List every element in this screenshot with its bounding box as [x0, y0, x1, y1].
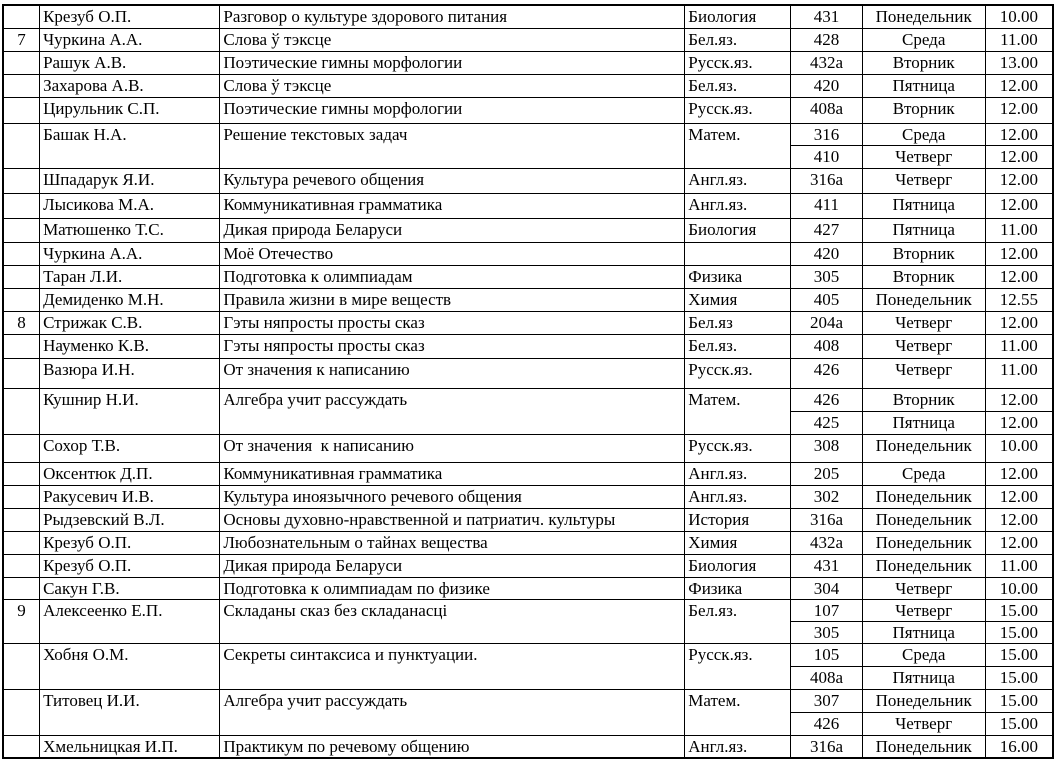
time-cell: 10.00 [985, 434, 1053, 462]
grade-cell: 7 [3, 28, 40, 51]
table-row [3, 288, 1053, 311]
teacher-cell: Лысикова М.А. [40, 193, 220, 218]
teacher-cell: Крезуб О.П. [40, 531, 220, 554]
course-title-cell: Подготовка к олимпиадам [220, 265, 685, 288]
grade-cell [3, 218, 40, 242]
subject-cell: Бел.яз. [685, 334, 791, 358]
time-cell: 12.00 [985, 388, 1053, 411]
subject-cell: Химия [685, 531, 791, 554]
time-cell: 11.00 [985, 358, 1053, 388]
room-cell: 411 [791, 193, 862, 218]
teacher-cell: Ракусевич И.В. [40, 485, 220, 508]
time-cell: 10.00 [985, 577, 1053, 599]
room-cell: 408 [791, 334, 862, 358]
room-cell: 308 [791, 434, 862, 462]
day-cell: Понедельник [862, 485, 985, 508]
day-cell: Пятница [862, 411, 985, 434]
time-cell: 10.00 [985, 5, 1053, 28]
room-cell: 305 [791, 621, 862, 643]
course-title-cell: Дикая природа Беларуси [220, 554, 685, 577]
grade-cell [3, 531, 40, 554]
course-title-cell: Подготовка к олимпиадам по физике [220, 577, 685, 599]
subject-cell: Англ.яз. [685, 485, 791, 508]
table-row [3, 388, 1053, 411]
subject-cell: Русск.яз. [685, 97, 791, 123]
time-cell: 15.00 [985, 689, 1053, 712]
time-cell: 15.00 [985, 666, 1053, 689]
day-cell: Четверг [862, 577, 985, 599]
day-cell: Четверг [862, 334, 985, 358]
grade-cell [3, 5, 40, 28]
teacher-cell: Захарова А.В. [40, 74, 220, 97]
room-cell: 420 [791, 74, 862, 97]
course-title-cell: Складаны сказ без складанасці [220, 599, 685, 643]
subject-cell: Физика [685, 265, 791, 288]
teacher-cell: Стрижак С.В. [40, 311, 220, 334]
room-cell: 408а [791, 666, 862, 689]
time-cell: 15.00 [985, 643, 1053, 666]
time-cell: 15.00 [985, 712, 1053, 735]
day-cell: Четверг [862, 358, 985, 388]
course-title-cell: Практикум по речевому общению [220, 735, 685, 758]
day-cell: Понедельник [862, 735, 985, 758]
table-row [3, 577, 1053, 599]
table-row [3, 434, 1053, 462]
table-row [3, 242, 1053, 265]
room-cell: 204а [791, 311, 862, 334]
room-cell: 432а [791, 51, 862, 74]
time-cell: 12.00 [985, 74, 1053, 97]
room-cell: 316а [791, 508, 862, 531]
course-title-cell: Решение текстовых задач [220, 123, 685, 168]
grade-cell [3, 123, 40, 168]
room-cell: 420 [791, 242, 862, 265]
room-cell: 408а [791, 97, 862, 123]
time-cell: 12.00 [985, 145, 1053, 168]
table-row [3, 123, 1053, 145]
time-cell: 12.00 [985, 168, 1053, 193]
time-cell: 12.00 [985, 265, 1053, 288]
time-cell: 12.00 [985, 123, 1053, 145]
day-cell: Пятница [862, 621, 985, 643]
grade-cell: 8 [3, 311, 40, 334]
day-cell: Четверг [862, 145, 985, 168]
subject-cell: Англ.яз. [685, 462, 791, 485]
subject-cell: Англ.яз. [685, 168, 791, 193]
teacher-cell: Титовец И.И. [40, 689, 220, 735]
teacher-cell: Вазюра И.Н. [40, 358, 220, 388]
room-cell: 305 [791, 265, 862, 288]
time-cell: 12.00 [985, 462, 1053, 485]
teacher-cell: Науменко К.В. [40, 334, 220, 358]
time-cell: 15.00 [985, 599, 1053, 621]
table-row [3, 735, 1053, 758]
table-row [3, 531, 1053, 554]
day-cell: Четверг [862, 168, 985, 193]
course-title-cell: Слова ў тэксце [220, 28, 685, 51]
room-cell: 427 [791, 218, 862, 242]
subject-cell: Матем. [685, 123, 791, 168]
teacher-cell: Сохор Т.В. [40, 434, 220, 462]
day-cell: Понедельник [862, 288, 985, 311]
course-title-cell: Поэтические гимны морфологии [220, 97, 685, 123]
course-title-cell: Поэтические гимны морфологии [220, 51, 685, 74]
day-cell: Пятница [862, 218, 985, 242]
time-cell: 12.00 [985, 311, 1053, 334]
grade-cell [3, 462, 40, 485]
teacher-cell: Оксентюк Д.П. [40, 462, 220, 485]
room-cell: 431 [791, 554, 862, 577]
day-cell: Среда [862, 462, 985, 485]
subject-cell: Русск.яз. [685, 643, 791, 689]
teacher-cell: Рашук А.В. [40, 51, 220, 74]
room-cell: 431 [791, 5, 862, 28]
table-row [3, 97, 1053, 123]
subject-cell: Химия [685, 288, 791, 311]
room-cell: 307 [791, 689, 862, 712]
time-cell: 11.00 [985, 218, 1053, 242]
room-cell: 304 [791, 577, 862, 599]
teacher-cell: Таран Л.И. [40, 265, 220, 288]
teacher-cell: Рыдзевский В.Л. [40, 508, 220, 531]
grade-cell [3, 388, 40, 434]
subject-cell [685, 242, 791, 265]
time-cell: 12.00 [985, 193, 1053, 218]
room-cell: 426 [791, 388, 862, 411]
table-row [3, 554, 1053, 577]
grade-cell [3, 193, 40, 218]
teacher-cell: Крезуб О.П. [40, 5, 220, 28]
room-cell: 107 [791, 599, 862, 621]
grade-cell [3, 434, 40, 462]
course-title-cell: Дикая природа Беларуси [220, 218, 685, 242]
day-cell: Среда [862, 123, 985, 145]
time-cell: 12.00 [985, 242, 1053, 265]
day-cell: Понедельник [862, 531, 985, 554]
teacher-cell: Сакун Г.В. [40, 577, 220, 599]
course-title-cell: Алгебра учит рассуждать [220, 689, 685, 735]
teacher-cell: Крезуб О.П. [40, 554, 220, 577]
subject-cell: Биология [685, 5, 791, 28]
subject-cell: Бел.яз [685, 311, 791, 334]
course-title-cell: Культура иноязычного речевого общения [220, 485, 685, 508]
table-row [3, 485, 1053, 508]
course-title-cell: Алгебра учит рассуждать [220, 388, 685, 434]
schedule-table-body [3, 5, 1053, 758]
time-cell: 12.00 [985, 531, 1053, 554]
day-cell: Понедельник [862, 689, 985, 712]
day-cell: Вторник [862, 97, 985, 123]
table-row [3, 51, 1053, 74]
time-cell: 13.00 [985, 51, 1053, 74]
teacher-cell: Хобня О.М. [40, 643, 220, 689]
table-row [3, 311, 1053, 334]
table-row [3, 334, 1053, 358]
course-title-cell: Правила жизни в мире веществ [220, 288, 685, 311]
time-cell: 11.00 [985, 28, 1053, 51]
table-row [3, 462, 1053, 485]
table-row [3, 28, 1053, 51]
course-title-cell: Слова ў тэксце [220, 74, 685, 97]
grade-cell: 9 [3, 599, 40, 643]
grade-cell [3, 334, 40, 358]
course-title-cell: От значения к написанию [220, 434, 685, 462]
day-cell: Пятница [862, 666, 985, 689]
subject-cell: Русск.яз. [685, 358, 791, 388]
time-cell: 12.00 [985, 485, 1053, 508]
grade-cell [3, 168, 40, 193]
time-cell: 15.00 [985, 621, 1053, 643]
day-cell: Четверг [862, 599, 985, 621]
table-row [3, 193, 1053, 218]
day-cell: Четверг [862, 712, 985, 735]
day-cell: Пятница [862, 74, 985, 97]
day-cell: Вторник [862, 242, 985, 265]
time-cell: 16.00 [985, 735, 1053, 758]
course-title-cell: Гэты няпросты просты сказ [220, 334, 685, 358]
teacher-cell: Цирульник С.П. [40, 97, 220, 123]
time-cell: 11.00 [985, 554, 1053, 577]
day-cell: Понедельник [862, 554, 985, 577]
schedule-table [2, 4, 1054, 759]
grade-cell [3, 288, 40, 311]
grade-cell [3, 242, 40, 265]
course-title-cell: Гэты няпросты просты сказ [220, 311, 685, 334]
table-row [3, 599, 1053, 621]
teacher-cell: Кушнир Н.И. [40, 388, 220, 434]
room-cell: 410 [791, 145, 862, 168]
room-cell: 105 [791, 643, 862, 666]
teacher-cell: Шпадарук Я.И. [40, 168, 220, 193]
time-cell: 12.00 [985, 97, 1053, 123]
course-title-cell: Моё Отечество [220, 242, 685, 265]
day-cell: Среда [862, 28, 985, 51]
grade-cell [3, 97, 40, 123]
subject-cell: Русск.яз. [685, 51, 791, 74]
grade-cell [3, 358, 40, 388]
teacher-cell: Чуркина А.А. [40, 242, 220, 265]
grade-cell [3, 265, 40, 288]
day-cell: Четверг [862, 311, 985, 334]
course-title-cell: Коммуникативная грамматика [220, 193, 685, 218]
course-title-cell: Разговор о культуре здорового питания [220, 5, 685, 28]
subject-cell: Бел.яз. [685, 599, 791, 643]
subject-cell: Англ.яз. [685, 735, 791, 758]
subject-cell: Русск.яз. [685, 434, 791, 462]
table-row [3, 643, 1053, 666]
grade-cell [3, 689, 40, 735]
table-row [3, 74, 1053, 97]
time-cell: 12.00 [985, 411, 1053, 434]
time-cell: 12.00 [985, 508, 1053, 531]
grade-cell [3, 485, 40, 508]
room-cell: 316 [791, 123, 862, 145]
course-title-cell: Любознательным о тайнах вещества [220, 531, 685, 554]
table-row [3, 218, 1053, 242]
day-cell: Среда [862, 643, 985, 666]
subject-cell: Физика [685, 577, 791, 599]
room-cell: 405 [791, 288, 862, 311]
subject-cell: Матем. [685, 689, 791, 735]
time-cell: 12.55 [985, 288, 1053, 311]
teacher-cell: Демиденко М.Н. [40, 288, 220, 311]
room-cell: 205 [791, 462, 862, 485]
grade-cell [3, 51, 40, 74]
time-cell: 11.00 [985, 334, 1053, 358]
day-cell: Понедельник [862, 5, 985, 28]
grade-cell [3, 735, 40, 758]
table-row [3, 168, 1053, 193]
room-cell: 428 [791, 28, 862, 51]
grade-cell [3, 577, 40, 599]
subject-cell: Англ.яз. [685, 193, 791, 218]
teacher-cell: Хмельницкая И.П. [40, 735, 220, 758]
room-cell: 426 [791, 358, 862, 388]
subject-cell: Биология [685, 218, 791, 242]
day-cell: Вторник [862, 388, 985, 411]
teacher-cell: Матюшенко Т.С. [40, 218, 220, 242]
table-row [3, 508, 1053, 531]
table-row [3, 689, 1053, 712]
teacher-cell: Башак Н.А. [40, 123, 220, 168]
day-cell: Понедельник [862, 434, 985, 462]
table-row [3, 358, 1053, 388]
room-cell: 316а [791, 735, 862, 758]
room-cell: 425 [791, 411, 862, 434]
room-cell: 426 [791, 712, 862, 735]
course-title-cell: От значения к написанию [220, 358, 685, 388]
subject-cell: Матем. [685, 388, 791, 434]
table-row [3, 265, 1053, 288]
day-cell: Пятница [862, 193, 985, 218]
day-cell: Понедельник [862, 508, 985, 531]
grade-cell [3, 554, 40, 577]
course-title-cell: Секреты синтаксиса и пунктуации. [220, 643, 685, 689]
teacher-cell: Чуркина А.А. [40, 28, 220, 51]
course-title-cell: Культура речевого общения [220, 168, 685, 193]
subject-cell: История [685, 508, 791, 531]
course-title-cell: Коммуникативная грамматика [220, 462, 685, 485]
day-cell: Вторник [862, 265, 985, 288]
room-cell: 302 [791, 485, 862, 508]
grade-cell [3, 643, 40, 689]
table-row [3, 5, 1053, 28]
grade-cell [3, 74, 40, 97]
room-cell: 316а [791, 168, 862, 193]
subject-cell: Биология [685, 554, 791, 577]
teacher-cell: Алексеенко Е.П. [40, 599, 220, 643]
day-cell: Вторник [862, 51, 985, 74]
room-cell: 432а [791, 531, 862, 554]
course-title-cell: Основы духовно-нравственной и патриатич. культуры [220, 508, 685, 531]
grade-cell [3, 508, 40, 531]
subject-cell: Бел.яз. [685, 74, 791, 97]
subject-cell: Бел.яз. [685, 28, 791, 51]
